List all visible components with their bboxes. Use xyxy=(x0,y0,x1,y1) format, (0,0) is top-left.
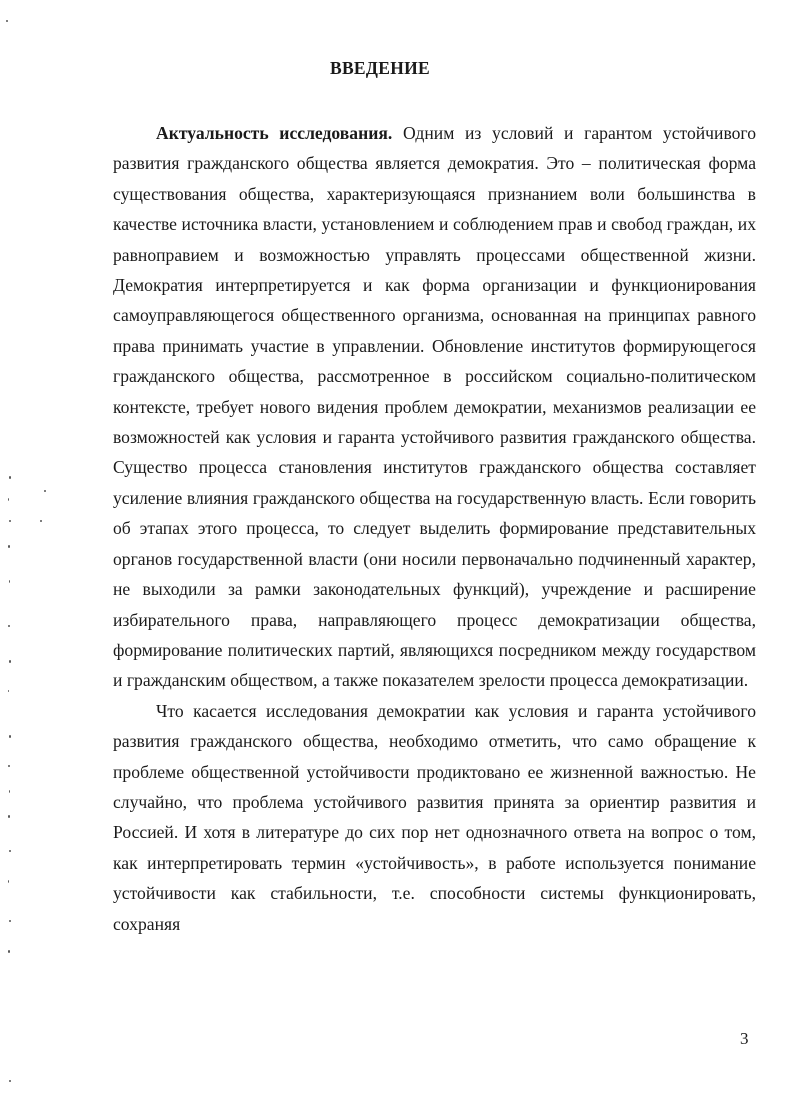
speck xyxy=(8,880,9,883)
speck xyxy=(8,545,10,548)
speck xyxy=(8,625,10,627)
speck xyxy=(9,850,11,852)
page-title: ВВЕДЕНИЕ xyxy=(329,58,431,78)
speck xyxy=(8,815,10,818)
speck xyxy=(9,660,11,663)
speck xyxy=(9,790,10,793)
speck xyxy=(9,520,11,522)
paragraph-1 xyxy=(113,118,756,696)
speck xyxy=(9,920,11,922)
speck xyxy=(44,490,46,492)
speck xyxy=(9,580,10,583)
speck xyxy=(9,1080,11,1082)
speck xyxy=(8,765,10,767)
speck xyxy=(9,735,11,738)
paragraph-2: Что касается исследования демократии как условия и гаранта устойчивого развития гражданского общества, необходимо отметить, что само обращение к проблеме общественной устойчивости продиктовано ее жизненной важностью. Не случайно, что проблема устойчивого развития принята за ориентир развития и Россией. И хотя в литературе до сих пор нет однозначного ответа на вопрос о том, как интерпретировать термин «устойчивость», в работе используется понимание устойчивости как стабильности, т.е. способности системы функционировать, сохраняя xyxy=(113,700,756,934)
speck xyxy=(8,950,10,953)
paragraph-1-lead: Актуальность исследования. xyxy=(156,123,393,143)
speck xyxy=(6,20,8,22)
speck xyxy=(40,520,42,522)
body-text xyxy=(113,118,756,939)
paragraph-1-text: Одним из условий и гарантом устойчивого развития гражданского общества является демократия. Это – политическая форма существования общества, характеризующаяся признанием воли большинства в качестве источника власти, установлением и соблюдением прав и свобод граждан, их равноправием и возможностью управлять процессами общественной жизни. Демократия интерпретируется и как форма организации и функционирования самоуправляющегося общественного организма, основанная на принципах равного права принимать участие в управлении. Обновление институтов формирующегося гражданского общества, рассмотренное в российском социально-политическом контексте, требует нового видения проблем демократии, механизмов реализации ее возможностей как условия и гаранта устойчивого развития гражданского общества. Существо процесса становления институтов гражданского общества составляет усиление влияния гражданского общества на государственную власть. Если говорить об этапах этого процесса, то следует выделить формирование представительных органов государственной власти (они носили первоначально подчиненный характер, не выходили за рамки законодательных функций), учреждение и расширение избирательного права, направляющего процесс демократизации общества, формирование политических партий, являющихся посредником между государством и гражданским обществом, а также показателем зрелости процесса демократизации. xyxy=(113,123,757,691)
speck xyxy=(8,498,9,501)
page-number: 3 xyxy=(740,1029,749,1048)
speck xyxy=(8,690,9,692)
speck xyxy=(9,476,11,479)
